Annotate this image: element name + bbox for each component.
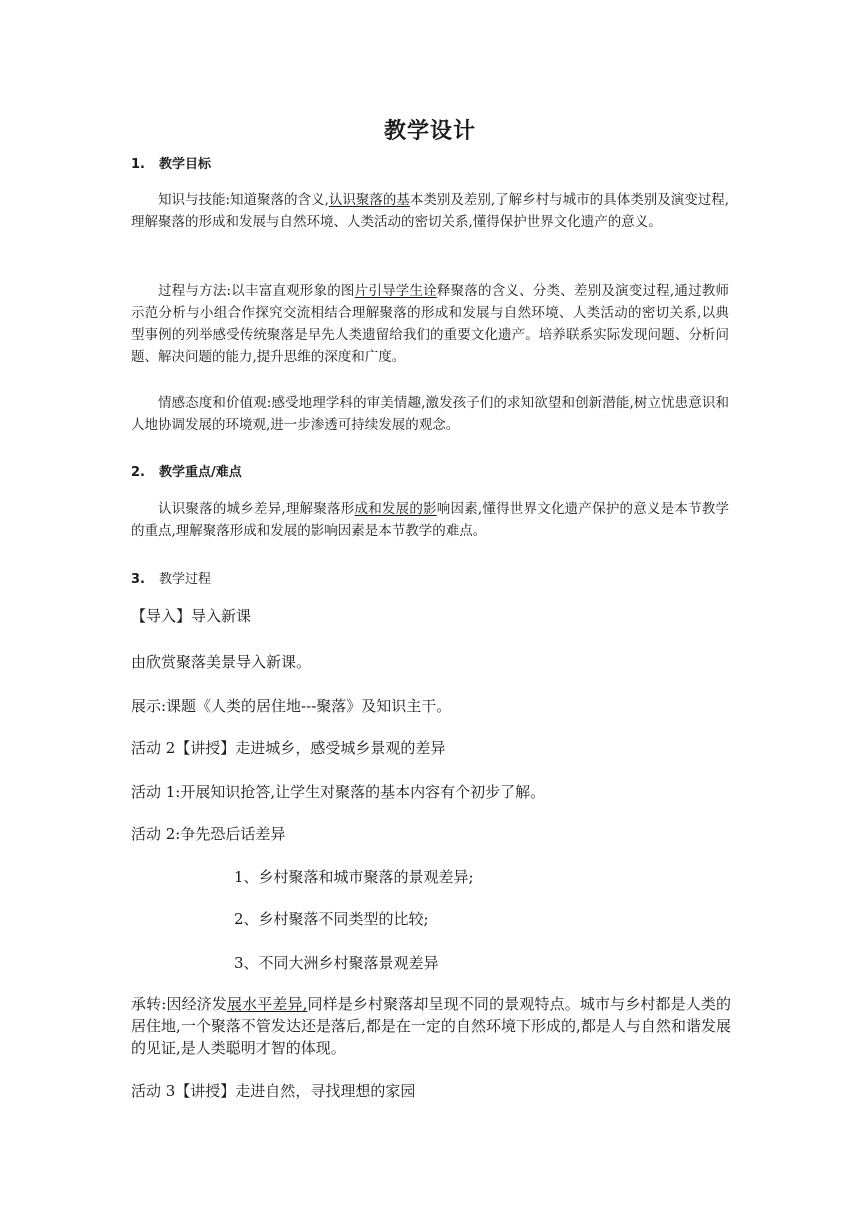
section-number: 1.: [131, 157, 145, 172]
process-line-show: 展示:课题《人类的居住地---聚落》及知识主干。: [131, 697, 452, 715]
text-run: 知识与技能:知道聚落的含义,: [158, 192, 329, 208]
list-item: 1、乡村聚落和城市聚落的景观差异;: [234, 868, 474, 886]
process-line-activity-2-lecture: 活动 2【讲授】走进城乡，感受城乡景观的差异: [131, 739, 446, 757]
section-heading-key-points: [131, 461, 242, 480]
section-heading-objectives: [131, 153, 211, 172]
underlined-text: 片引导学生诠: [354, 283, 437, 299]
section-title: 教学重点/难点: [159, 465, 242, 480]
process-line-appreciate: 由欣赏聚落美景导入新课。: [131, 653, 312, 671]
process-line-activity-3: 活动 3【讲授】走进自然，寻找理想的家园: [131, 1082, 416, 1100]
page-title: 教学设计: [383, 119, 476, 144]
process-line-activity-2: 活动 2:争先恐后话差异: [131, 825, 286, 843]
text-run: 释聚落的含义、分类、差别及演变过程,通过教师示范分析与小组合作探究交流相结合理解聚落的形成和发展与自然环境、人类活动的密切关系,以典型事例的列举感受传统聚落是早先人类遗留给我们的重要文化遗产。培养联系实际发现问题、分析问题、解决问题的能力,提升思维的深度和广度。: [131, 283, 729, 365]
paragraph-key-points: [131, 498, 729, 542]
text-run: 响因素,懂得世界文化遗产保护的意义是本节教学的重点,理解聚落形成和发展的影响因素是本节教学的难点。: [131, 501, 730, 539]
process-line-activity-1: 活动 1:开展知识抢答,让学生对聚落的基本内容有个初步了解。: [131, 783, 546, 801]
underlined-text: 认识聚落的基: [328, 192, 410, 208]
paragraph-process-methods: [131, 280, 729, 368]
underlined-text: 展水平差异,: [226, 995, 308, 1013]
section-heading-process: [131, 568, 211, 587]
section-number: 3.: [131, 572, 145, 587]
section-number: 2.: [131, 465, 145, 480]
text-run: 过程与方法:以丰富直观形象的图: [158, 283, 355, 299]
list-item: 3、不同大洲乡村聚落景观差异: [234, 954, 439, 972]
text-run: 承转:因经济发: [131, 995, 227, 1013]
paragraph-knowledge-skills: [131, 189, 729, 233]
text-run: 同样是乡村聚落却呈现不同的景观特点。城市与乡村都是人类的居住地,一个聚落不管发达还是落后,都是在一定的自然环境下形成的,都是人与自然和谐发展的见证,是人类聪明才智的体现。: [131, 995, 731, 1057]
process-line-intro: 【导入】导入新课: [131, 607, 252, 625]
section-title: 教学过程: [159, 572, 212, 587]
underlined-text: 成和发展的影: [354, 501, 437, 517]
list-item: 2、乡村聚落不同类型的比较;: [234, 910, 429, 928]
paragraph-attitude-values: 情感态度和价值观:感受地理学科的审美情趣,激发孩子们的求知欲望和创新潜能,树立忧患意识和人地协调发展的环境观,进一步渗透可持续发展的观念。: [131, 395, 729, 433]
text-run: 本类别及差别,了解乡村与城市的具体类别及演变过程,理解聚落的形成和发展与自然环境、人类活动的密切关系,懂得保护世界文化遗产的意义。: [131, 192, 729, 230]
text-run: 认识聚落的城乡差异,理解聚落形: [158, 501, 355, 517]
section-title: 教学目标: [159, 157, 212, 172]
paragraph-transition: [131, 993, 731, 1059]
